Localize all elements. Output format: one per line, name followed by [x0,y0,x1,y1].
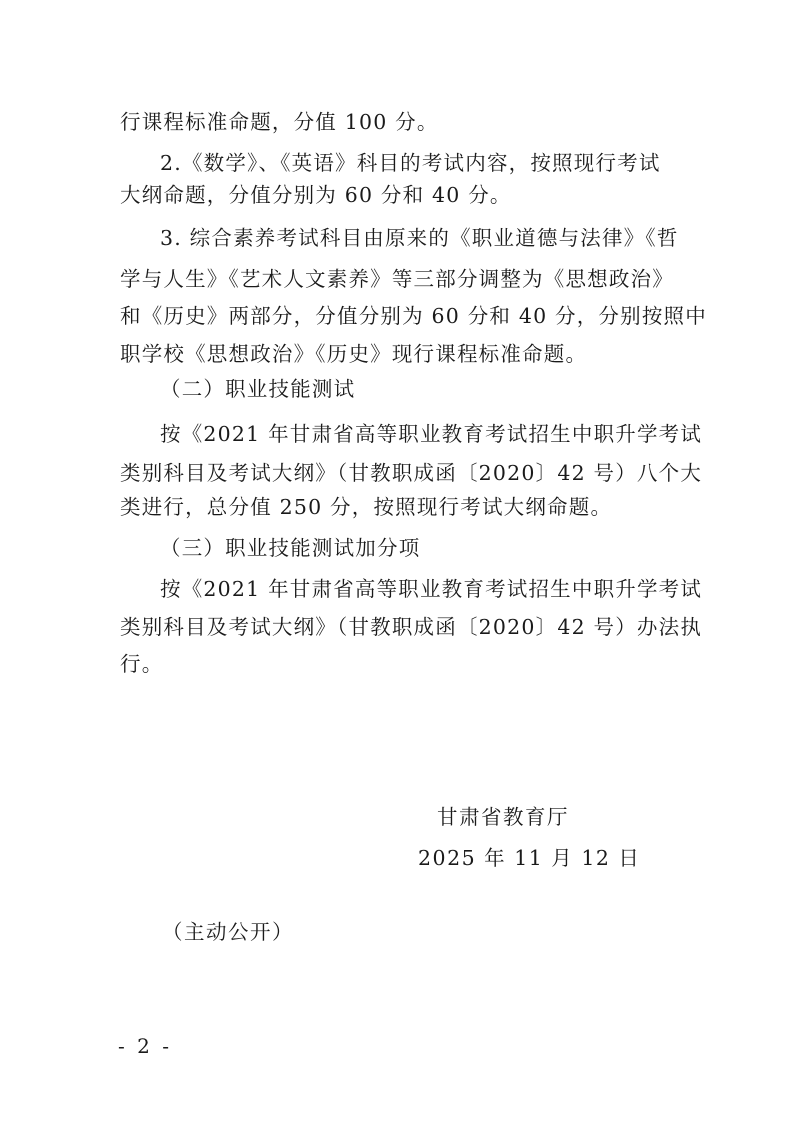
body-line: 职学校《思想政治》《历史》现行课程标准命题。 [120,342,588,366]
body-line: 按《2021 年甘肃省高等职业教育考试招生中职升学考试 [160,422,703,446]
signature-organization: 甘肃省教育厅 [437,805,569,829]
page-number: - 2 - [118,1034,172,1058]
body-line: 2.《数学》、《英语》科目的考试内容，按照现行考试 [160,151,661,175]
body-line: 类别科目及考试大纲》（甘教职成函〔2020〕42 号）办法执 [120,615,703,639]
disclosure-label: （主动公开） [162,920,294,944]
section-heading-vocational-skills-test: （二）职业技能测试 [160,377,356,401]
body-line: 行。 [120,652,164,676]
body-line: 大纲命题，分值分别为 60 分和 40 分。 [120,183,512,207]
body-line: 学与人生》《艺术人文素养》等三部分调整为《思想政治》 [120,267,674,291]
body-line: 类别科目及考试大纲》（甘教职成函〔2020〕42 号）八个大 [120,461,703,485]
body-line: 3. 综合素养考试科目由原来的《职业道德与法律》《哲 [160,226,679,250]
body-line: 和《历史》两部分，分值分别为 60 分和 40 分，分别按照中 [120,304,707,328]
signature-date: 2025 年 11 月 12 日 [418,846,641,870]
body-line: 按《2021 年甘肃省高等职业教育考试招生中职升学考试 [160,577,703,601]
body-line: 行课程标准命题，分值 100 分。 [120,110,439,134]
body-line: 类进行，总分值 250 分，按照现行考试大纲命题。 [120,495,613,519]
section-heading-bonus-points: （三）职业技能测试加分项 [160,536,421,560]
